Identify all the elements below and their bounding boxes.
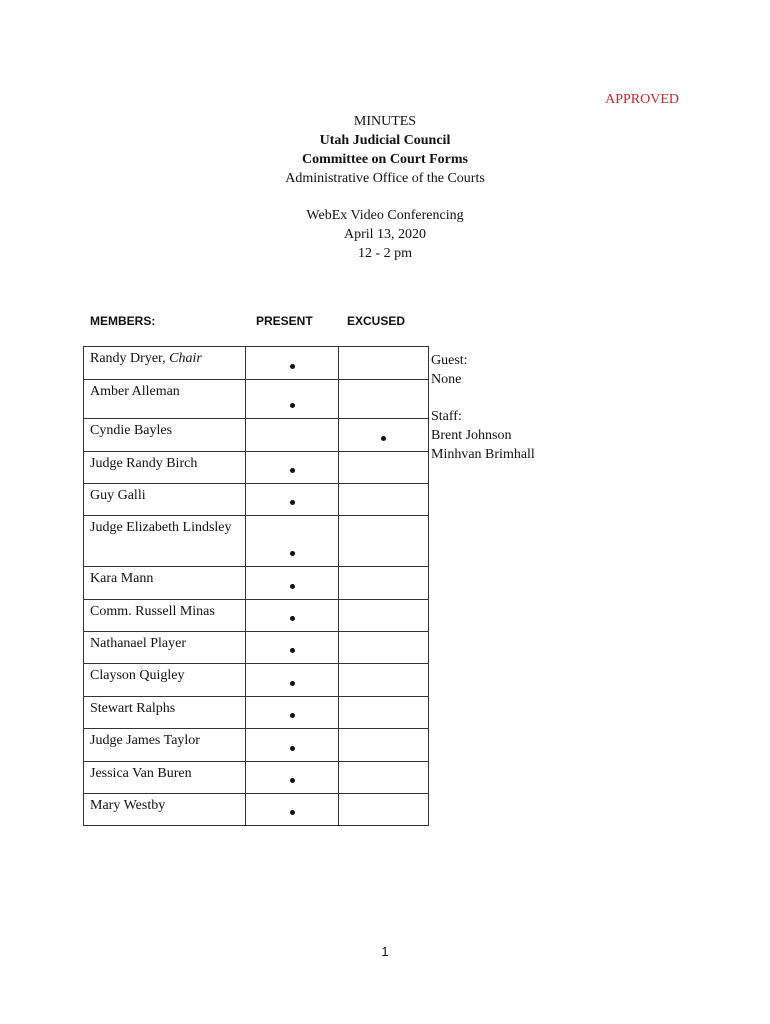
- excused-cell: [339, 380, 429, 419]
- present-cell: [246, 567, 339, 600]
- member-name-text: Jessica Van Buren: [90, 766, 192, 781]
- guest-label: Guest:: [431, 353, 468, 368]
- approved-status: APPROVED: [605, 92, 679, 107]
- member-name: [84, 632, 246, 664]
- excused-cell: [339, 664, 429, 697]
- present-cell: [246, 664, 339, 697]
- members-column-header: MEMBERS:: [90, 314, 156, 328]
- present-cell: [246, 632, 339, 664]
- member-name-text: Kara Mann: [90, 571, 154, 586]
- header-council: Utah Judicial Council: [319, 133, 451, 148]
- present-cell: [246, 729, 339, 762]
- member-name-text: Judge Elizabeth Lindsley: [90, 520, 232, 535]
- staff-label: Staff:: [431, 409, 462, 424]
- table-row: [84, 452, 429, 484]
- bullet-icon: [290, 551, 295, 556]
- bullet-icon: [290, 500, 295, 505]
- present-column-header: PRESENT: [256, 314, 313, 328]
- excused-cell: [339, 347, 429, 380]
- header-venue: WebEx Video Conferencing: [306, 208, 464, 223]
- bullet-icon: [290, 468, 295, 473]
- excused-cell: [339, 484, 429, 516]
- excused-cell: [339, 697, 429, 729]
- member-name-text: Mary Westby: [90, 798, 166, 813]
- present-cell: [246, 697, 339, 729]
- bullet-icon: [290, 713, 295, 718]
- excused-cell: [339, 600, 429, 632]
- present-cell: [246, 762, 339, 794]
- bullet-icon: [290, 364, 295, 369]
- member-name: [84, 697, 246, 729]
- excused-cell: [339, 729, 429, 762]
- member-name-text: Clayson Quigley: [90, 668, 185, 683]
- bullet-icon: [290, 810, 295, 815]
- table-row: [84, 380, 429, 419]
- table-row: [84, 347, 429, 380]
- guests-staff-panel: [431, 351, 535, 464]
- table-row: [84, 762, 429, 794]
- excused-cell: [339, 794, 429, 826]
- bullet-icon: [290, 778, 295, 783]
- bullet-icon: [290, 746, 295, 751]
- member-name: [84, 452, 246, 484]
- member-name-text: Cyndie Bayles: [90, 423, 173, 438]
- table-row: [84, 794, 429, 826]
- excused-column-header: EXCUSED: [347, 314, 406, 328]
- member-name: [84, 762, 246, 794]
- member-name: [84, 664, 246, 697]
- member-name: [84, 794, 246, 826]
- present-cell: [246, 484, 339, 516]
- present-cell: [246, 794, 339, 826]
- table-row: [84, 567, 429, 600]
- table-row: [84, 664, 429, 697]
- table-row: [84, 632, 429, 664]
- page-number: 1: [381, 944, 389, 959]
- table-row: [84, 697, 429, 729]
- present-cell: [246, 600, 339, 632]
- header-date: April 13, 2020: [343, 227, 427, 242]
- bullet-icon: [290, 584, 295, 589]
- excused-cell: [339, 762, 429, 794]
- table-row: [84, 729, 429, 762]
- excused-cell: [339, 516, 429, 567]
- minutes-header: [0, 112, 770, 263]
- member-name: [84, 484, 246, 516]
- bullet-icon: [290, 616, 295, 621]
- member-name-text: Judge James Taylor: [90, 733, 200, 748]
- header-office: Administrative Office of the Courts: [285, 171, 485, 186]
- member-name: [84, 516, 246, 567]
- member-role: Chair: [169, 351, 202, 366]
- member-name: [84, 567, 246, 600]
- bullet-icon: [290, 403, 295, 408]
- staff-name: Brent Johnson: [431, 428, 512, 443]
- member-name: [84, 729, 246, 762]
- member-name: [84, 380, 246, 419]
- member-name: [84, 600, 246, 632]
- member-name-text: Judge Randy Birch: [90, 456, 198, 471]
- guest-value: None: [431, 372, 462, 387]
- member-name-text: Nathanael Player: [90, 636, 187, 651]
- member-name: [84, 419, 246, 452]
- excused-cell: [339, 632, 429, 664]
- present-cell: [246, 380, 339, 419]
- table-row: [84, 484, 429, 516]
- member-name-text: Amber Alleman: [90, 384, 180, 399]
- header-minutes: MINUTES: [353, 114, 417, 129]
- attendance-table: [83, 346, 429, 826]
- table-row: [84, 516, 429, 567]
- excused-cell: [339, 567, 429, 600]
- header-committee: Committee on Court Forms: [301, 152, 468, 167]
- header-time: 12 - 2 pm: [357, 246, 413, 261]
- excused-cell: [339, 452, 429, 484]
- member-name-text: Randy Dryer,: [90, 351, 170, 366]
- attendance-column-headers: [0, 314, 770, 334]
- present-cell: [246, 419, 339, 452]
- member-name: [84, 347, 246, 380]
- member-name-text: Guy Galli: [90, 488, 146, 503]
- staff-name: Minhvan Brimhall: [431, 447, 535, 462]
- bullet-icon: [290, 648, 295, 653]
- present-cell: [246, 347, 339, 380]
- bullet-icon: [290, 681, 295, 686]
- excused-cell: [339, 419, 429, 452]
- table-row: [84, 600, 429, 632]
- member-name-text: Comm. Russell Minas: [90, 604, 215, 619]
- bullet-icon: [381, 436, 386, 441]
- table-row: [84, 419, 429, 452]
- member-name-text: Stewart Ralphs: [90, 701, 176, 716]
- present-cell: [246, 452, 339, 484]
- present-cell: [246, 516, 339, 567]
